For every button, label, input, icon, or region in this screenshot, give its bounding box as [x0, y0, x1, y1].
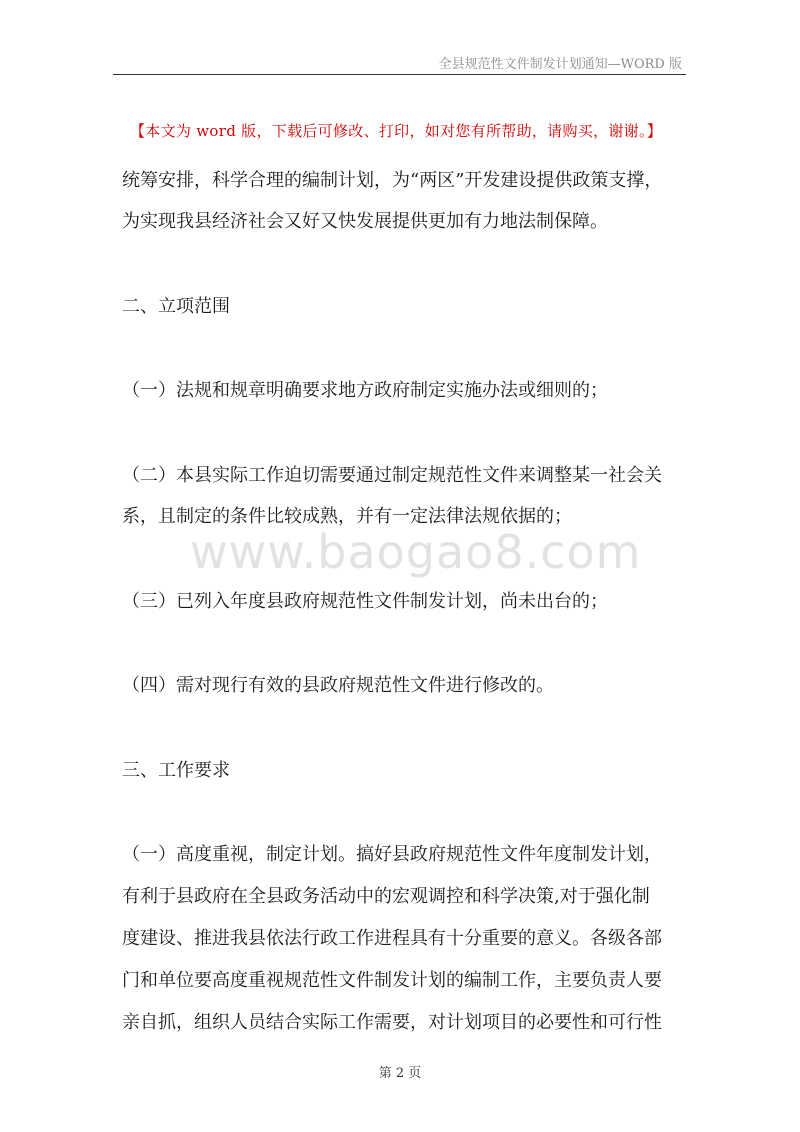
section-heading: 三、工作要求: [122, 760, 230, 781]
body-line: 亲自抓，组织人员结合实际工作需要，对计划项目的必要性和可行性: [122, 1012, 662, 1033]
body-line: 系，且制定的条件比较成熟，并有一定法律法规依据的；: [122, 506, 572, 527]
site-watermark: www.baogao8.com: [190, 525, 642, 579]
running-header-title: 全县规范性文件制发计划通知—WORD 版: [438, 57, 682, 72]
body-line: 度建设、推进我县依法行政工作进程具有十分重要的意义。各级各部: [122, 928, 662, 949]
header-divider: [113, 74, 686, 75]
body-line: 为实现我县经济社会又好又快发展提供更加有力地法制保障。: [122, 211, 608, 232]
body-line: （四）需对现行有效的县政府规范性文件进行修改的。: [122, 675, 554, 696]
purchase-notice: 【本文为 word 版，下载后可修改、打印，如对您有所帮助，请购买，谢谢。】: [130, 122, 663, 140]
body-line: 门和单位要高度重视规范性文件制发计划的编制工作，主要负责人要: [122, 970, 662, 991]
body-line: （二）本县实际工作迫切需要通过制定规范性文件来调整某一社会关: [122, 465, 662, 486]
body-line: 统筹安排，科学合理的编制计划，为“两区”开发建设提供政策支撑，: [122, 170, 663, 191]
body-line: （一）高度重视，制定计划。搞好县政府规范性文件年度制发计划，: [122, 844, 662, 865]
body-line: （三）已列入年度县政府规范性文件制发计划，尚未出台的；: [122, 591, 608, 612]
section-heading: 二、立项范围: [122, 296, 230, 317]
body-line: （一）法规和规章明确要求地方政府制定实施办法或细则的；: [122, 380, 608, 401]
page-number: 第 2 页: [378, 1066, 422, 1081]
body-line: 有利于县政府在全县政务活动中的宏观调控和科学决策,对于强化制: [122, 886, 650, 907]
